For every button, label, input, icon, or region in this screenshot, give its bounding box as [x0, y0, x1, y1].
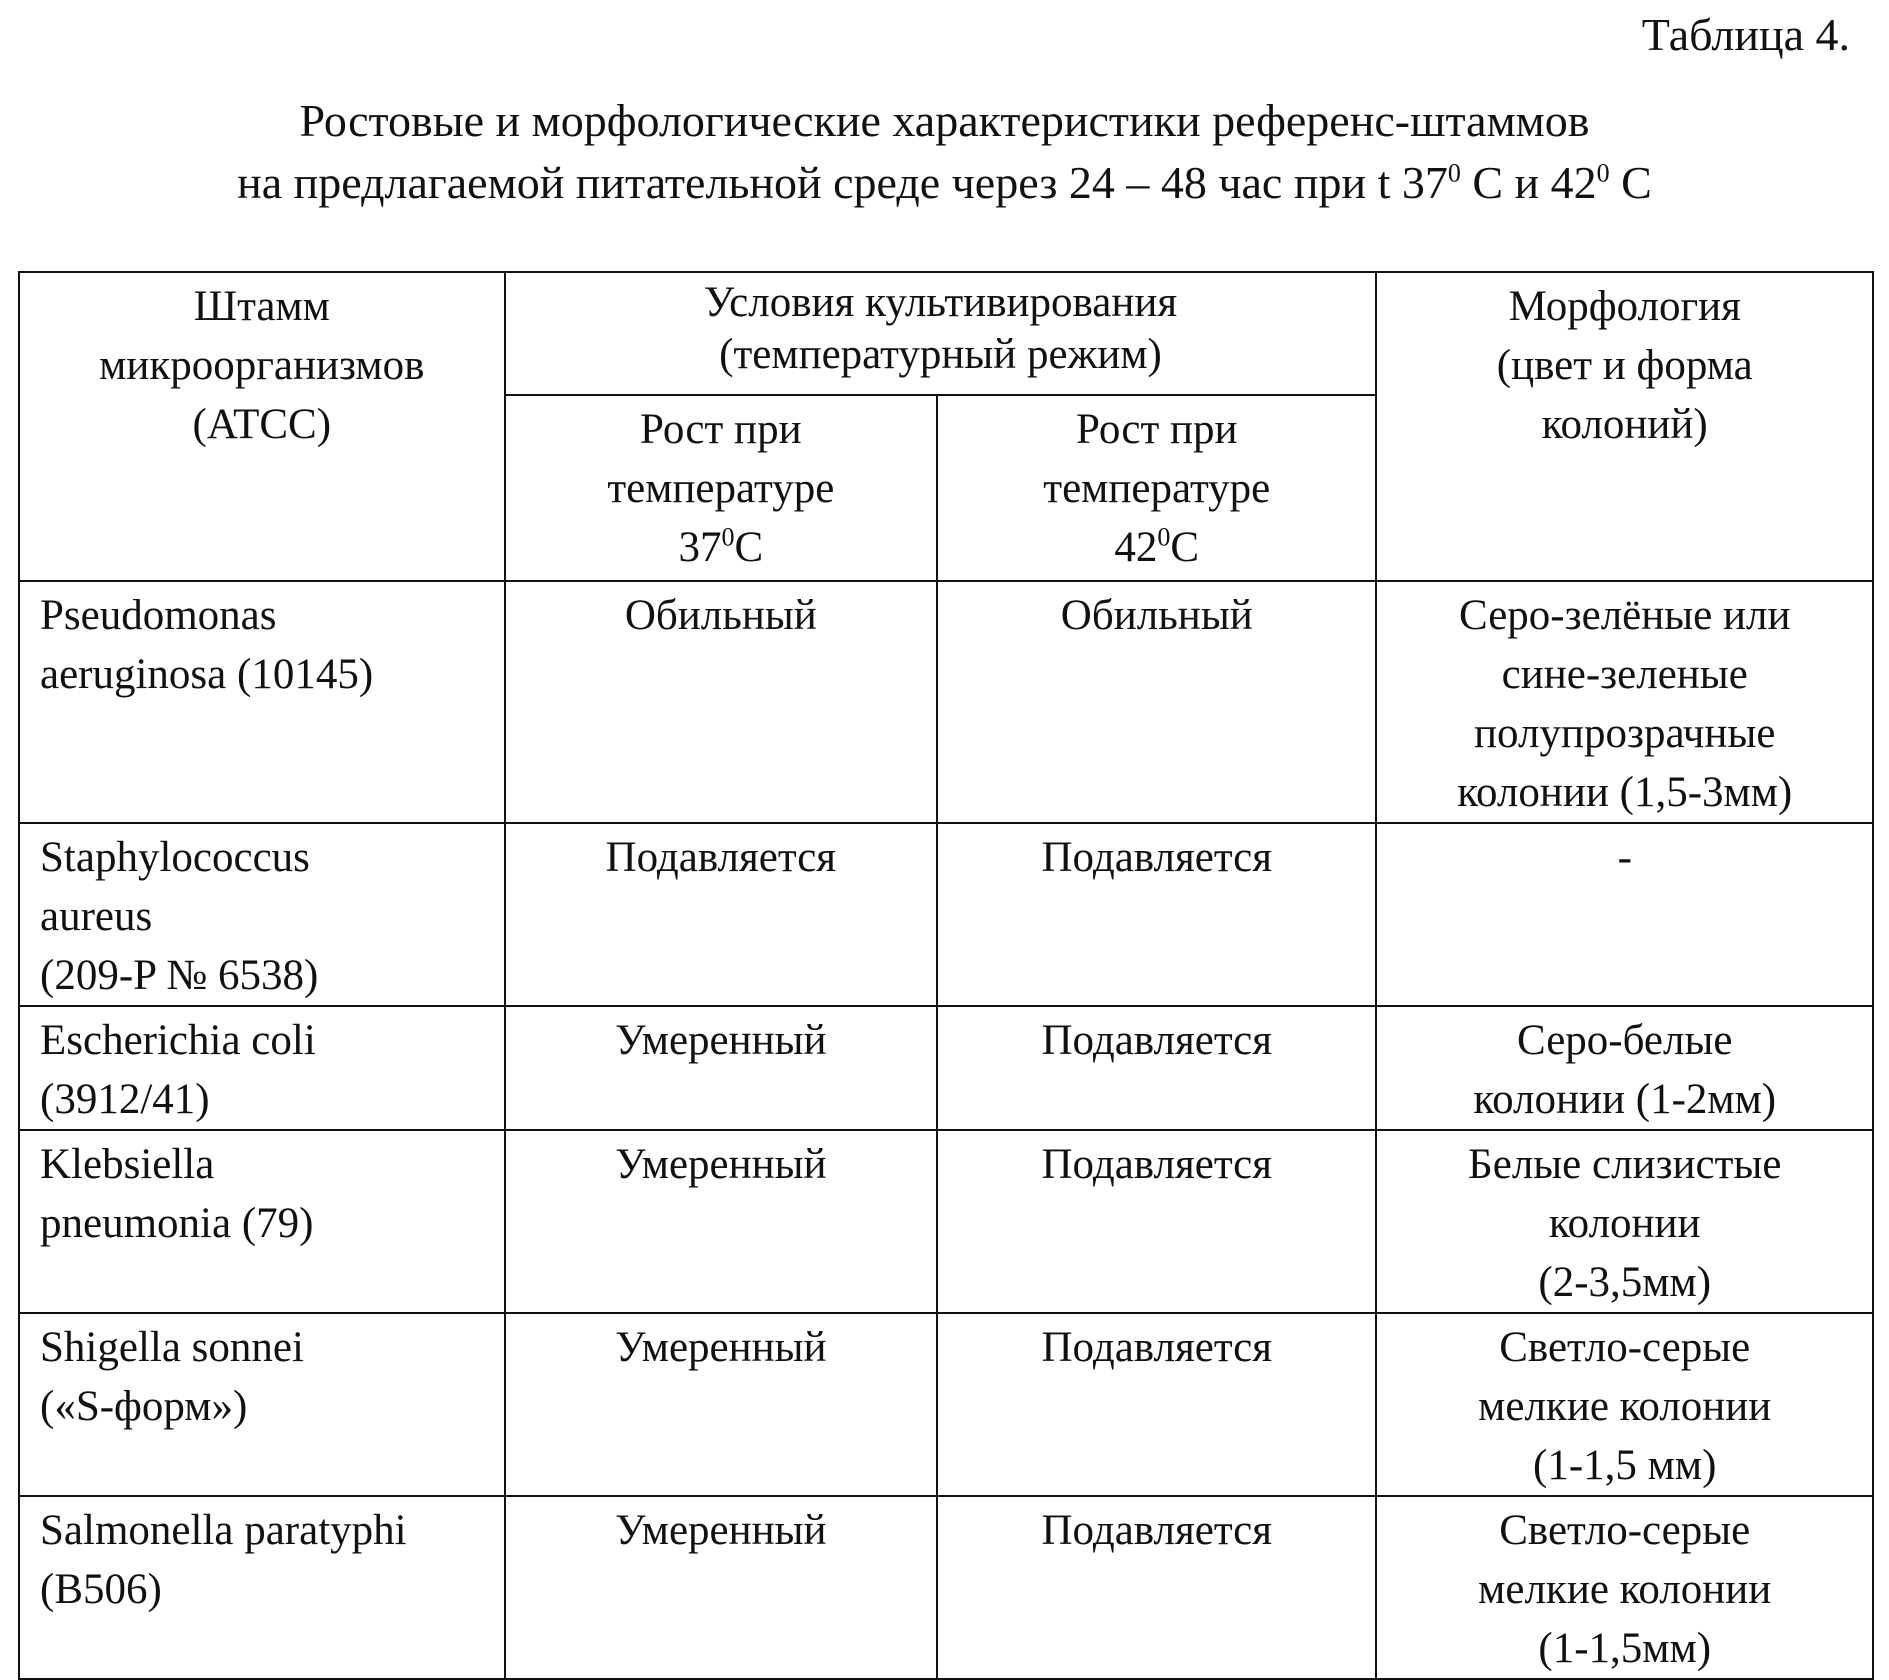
cell-t42	[937, 581, 1376, 823]
degree-sup: 0	[1157, 522, 1171, 552]
header-text: температуре	[1043, 465, 1271, 512]
temp-unit: С	[1170, 524, 1200, 571]
cell-strain	[19, 823, 505, 1006]
cell-text: (209-P № 6538)	[40, 952, 319, 999]
header-text: колоний)	[1541, 401, 1708, 448]
cell-text: Белые слизистые	[1468, 1141, 1782, 1188]
cell-text: Подавляется	[1041, 1324, 1273, 1371]
cell-t42	[937, 1130, 1376, 1313]
cell-text: (1-1,5мм)	[1538, 1625, 1712, 1672]
cell-t37	[505, 1006, 937, 1130]
cell-text: Серо-зелёные или	[1459, 592, 1791, 639]
cell-text: Klebsiella	[40, 1141, 215, 1188]
degree-sup: 0	[721, 522, 735, 552]
cell-text: Salmonella paratyphi	[40, 1507, 407, 1554]
table-row	[19, 1313, 1873, 1496]
cell-morphology	[1376, 1130, 1873, 1313]
cell-morphology	[1376, 1313, 1873, 1496]
table-number: Таблица 4.	[1641, 9, 1850, 60]
header-text: (цвет и форма	[1496, 342, 1753, 389]
cell-text: (3912/41)	[40, 1076, 210, 1123]
cell-strain	[19, 1130, 505, 1313]
cell-text: Escherichia coli	[40, 1017, 316, 1064]
cell-strain	[19, 1006, 505, 1130]
cell-t37	[505, 581, 937, 823]
header-t37	[505, 395, 937, 581]
data-table	[18, 271, 1874, 1680]
cell-text: aeruginosa (10145)	[40, 651, 374, 698]
cell-strain	[19, 581, 505, 823]
cell-t42	[937, 1313, 1376, 1496]
cell-t37	[505, 1130, 937, 1313]
cell-morphology	[1376, 581, 1873, 823]
cell-text: Серо-белые	[1517, 1017, 1733, 1064]
table-row	[19, 581, 1873, 823]
cell-text: Подавляется	[1041, 1507, 1273, 1554]
cell-morphology	[1376, 823, 1873, 1006]
title-line-1: Ростовые и морфологические характеристики референс-штаммов	[299, 95, 1590, 146]
header-text	[516, 518, 926, 577]
header-text: Рост при	[640, 406, 802, 453]
table-row	[19, 1130, 1873, 1313]
cell-t37	[505, 823, 937, 1006]
temp-value: 42	[1114, 524, 1158, 571]
cell-t42	[937, 823, 1376, 1006]
cell-t42	[937, 1496, 1376, 1679]
degree-sup: 0	[1447, 158, 1461, 188]
cell-text: Светло-серые	[1499, 1507, 1751, 1554]
cell-t37	[505, 1313, 937, 1496]
cell-strain	[19, 1496, 505, 1679]
header-text: микроорганизмов	[99, 342, 425, 389]
table-row	[19, 1006, 1873, 1130]
cell-text: Обильный	[1060, 592, 1253, 639]
cell-t37	[505, 1496, 937, 1679]
cell-text: Подавляется	[1041, 834, 1273, 881]
header-conditions	[505, 272, 1377, 395]
cell-text: aureus	[40, 893, 153, 940]
cell-text: Обильный	[624, 592, 817, 639]
cell-text: Светло-серые	[1499, 1324, 1751, 1371]
cell-text: мелкие колонии	[1478, 1566, 1772, 1613]
cell-text: -	[1617, 834, 1632, 881]
header-text: Морфология	[1508, 283, 1741, 330]
cell-text: Shigella sonnei	[40, 1324, 304, 1371]
header-text: температуре	[607, 465, 835, 512]
cell-text: мелкие колонии	[1478, 1383, 1772, 1430]
header-text: (ATCC)	[192, 401, 332, 448]
title-line-2	[0, 152, 1889, 214]
header-text: Рост при	[1075, 406, 1238, 453]
cell-text: Staphylococcus	[40, 834, 310, 881]
header-text	[948, 518, 1365, 577]
cell-text: Умеренный	[615, 1017, 827, 1064]
cell-text: сине-зеленые	[1501, 651, 1748, 698]
table-row	[19, 1496, 1873, 1679]
cell-morphology	[1376, 1006, 1873, 1130]
header-strain	[19, 272, 505, 581]
cell-text: Подавляется	[1041, 1017, 1273, 1064]
cell-morphology	[1376, 1496, 1873, 1679]
header-text: Условия культивирования	[703, 279, 1178, 326]
header-morphology	[1376, 272, 1873, 581]
cell-text: Pseudomonas	[40, 592, 277, 639]
cell-text: (2-3,5мм)	[1538, 1259, 1712, 1306]
title-text: на предлагаемой питательной среде через 24 – 48 час при t 37	[237, 157, 1448, 208]
table-row	[19, 823, 1873, 1006]
temp-value: 37	[678, 524, 722, 571]
cell-t42	[937, 1006, 1376, 1130]
title-text: С и 42	[1460, 157, 1597, 208]
cell-text: Умеренный	[615, 1507, 827, 1554]
cell-text: (B506)	[40, 1566, 162, 1613]
cell-text: Умеренный	[615, 1141, 827, 1188]
header-text: (температурный режим)	[719, 331, 1162, 378]
cell-text: Подавляется	[605, 834, 837, 881]
cell-text: колонии (1,5-3мм)	[1457, 769, 1793, 816]
header-t42	[937, 395, 1376, 581]
header-text: Штамм	[193, 283, 330, 330]
cell-text: полупрозрачные	[1474, 710, 1776, 757]
cell-text: колонии (1-2мм)	[1473, 1076, 1777, 1123]
degree-sup: 0	[1596, 158, 1610, 188]
cell-strain	[19, 1313, 505, 1496]
cell-text: pneumonia (79)	[40, 1200, 314, 1247]
title-text: С	[1609, 157, 1652, 208]
cell-text: Подавляется	[1041, 1141, 1273, 1188]
cell-text: (1-1,5 мм)	[1533, 1442, 1717, 1489]
cell-text: («S-форм»)	[40, 1383, 248, 1430]
table-title	[0, 90, 1889, 214]
temp-unit: С	[734, 524, 764, 571]
cell-text: колонии	[1548, 1200, 1701, 1247]
cell-text: Умеренный	[615, 1324, 827, 1371]
